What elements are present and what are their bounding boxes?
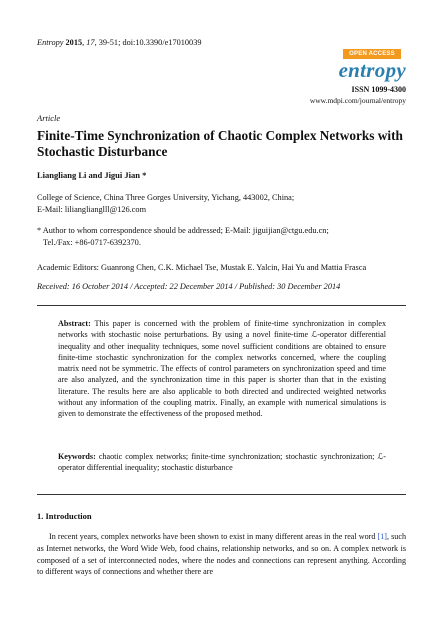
paper-title: Finite-Time Synchronization of Chaotic Complex Networks with Stochastic Disturbance (37, 128, 403, 159)
authors: Liangliang Li and Jigui Jian * (37, 170, 147, 180)
article-type: Article (37, 113, 61, 123)
divider (37, 305, 406, 306)
publication-dates: Received: 16 October 2014 / Accepted: 22 December 2014 / Published: 30 December 2014 (37, 282, 341, 291)
journal-doi: , 39-51; doi:10.3390/e17010039 (94, 38, 202, 47)
academic-editors: Academic Editors: Guanrong Chen, C.K. Michael Tse, Mustak E. Yalcin, Hai Yu and Mattia Frasca (37, 263, 367, 272)
journal-url[interactable]: www.mdpi.com/journal/entropy (309, 96, 406, 105)
correspondence (37, 225, 407, 248)
issn: ISSN 1099-4300 (351, 85, 406, 94)
intro-text-continued: , such as Internet networks, the Word Wide Web, food chains, relationship networks, and so on. A complex network is composed of a set of interconnected nodes, where the nodes and connections can represent anything. According to different ways of connections and whether there are (37, 532, 406, 577)
abstract-text: This paper is concerned with the problem of finite-time synchronization in complex networks with stochastic noise perturbations. By using a novel finite-time ℒ-operator differential inequality and other inequality techniques, some novel sufficient conditions are obtained to ensure finite-time stochastic synchronization for the complex networks concerned, where the coupling matrix need not be symmetric. The effects of control parameters on synchronization speed and time are also analyzed, and the synchronization time in this paper is shorter than that in the existing literature. The results here are also applicable to both directed and undirected weighted networks without any information of the coupling matrix. Finally, an example with numerical simulations is given to demonstrate the effectiveness of the proposed method. (58, 319, 386, 419)
author-email: E-Mail: lilianglianglll@126.com (37, 204, 147, 214)
journal-name: Entropy (37, 38, 64, 47)
keywords-text: chaotic complex networks; finite-time synchronization; stochastic synchronization; ℒ-operator differential inequality; stochastic disturbance (58, 452, 386, 473)
intro-paragraph (37, 531, 406, 578)
correspondence-phone: Tel./Fax: +86-0717-6392370. (43, 237, 141, 247)
affiliation (37, 192, 407, 215)
journal-volume: 17 (86, 38, 95, 47)
journal-logo: entropy (338, 58, 406, 82)
keywords-label: Keywords: (58, 452, 96, 461)
divider (37, 494, 406, 495)
open-access-badge: OPEN ACCESS (343, 49, 401, 59)
journal-year: 2015 (65, 38, 83, 47)
journal-citation: Entropy 2015, 17, 39-51; doi:10.3390/e17010039 (37, 38, 202, 47)
abstract-label: Abstract: (58, 319, 91, 328)
keywords (58, 451, 386, 474)
abstract (58, 318, 386, 420)
intro-text: In recent years, complex networks have been shown to exist in many different areas in the real word (49, 532, 378, 541)
reference-link[interactable]: [1] (377, 532, 387, 541)
affiliation-line: College of Science, China Three Gorges University, Yichang, 443002, China; (37, 193, 295, 202)
section-heading: 1. Introduction (37, 511, 92, 521)
correspondence-line: * Author to whom correspondence should be addressed; E-Mail: jiguijian@ctgu.edu.cn; (37, 226, 329, 235)
